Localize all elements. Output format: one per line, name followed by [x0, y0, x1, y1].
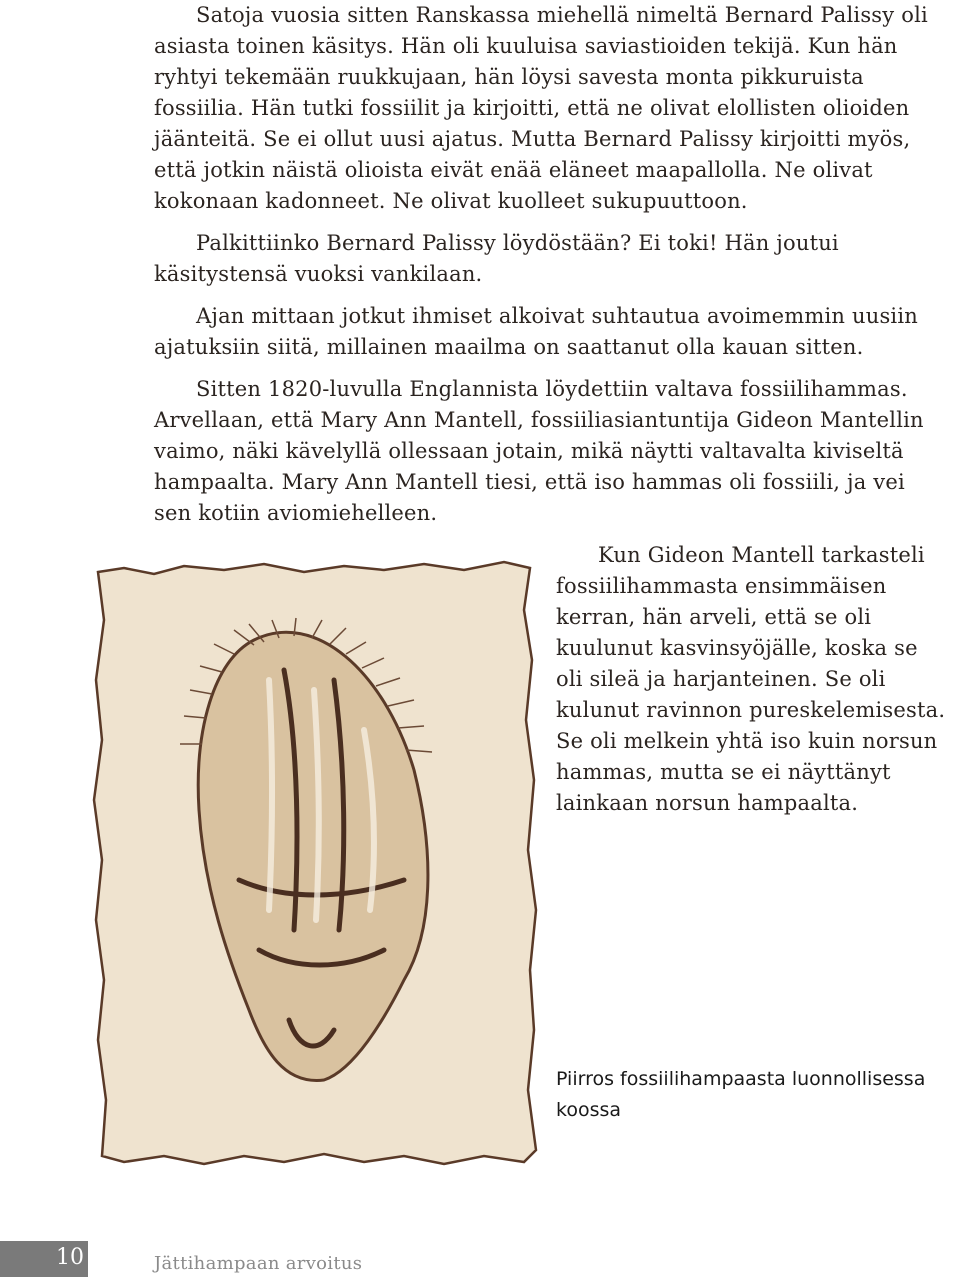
figure-caption: Piirros fossiilihampaasta luonnollisessa koossa: [556, 1068, 926, 1121]
paragraph-mantell: Sitten 1820-luvulla Englannista löydettiin valtava fossiilihammas. Arvellaan, että Mary Ann Mantell, fossiiliasiantuntija Gideon Mantellin vaimo, näki kävelyllä ollessaan jotain, mikä näytti valtavalta kiviseltä hampaalta. Mary Ann Mantell tiesi, että iso hammas oli fossiili, ja vei sen kotiin aviomiehelleen.: [154, 377, 924, 525]
paragraph-new-ideas: Ajan mittaan jotkut ihmiset alkoivat suhtautua avoimemmin uusiin ajatuksiin siitä, millainen maailma on saattanut olla kauan sitten.: [154, 304, 918, 359]
paragraph-gideon: Kun Gideon Mantell tarkasteli fossiilihammasta ensimmäisen kerran, hän arveli, että se oli kuulunut kasvinsyöjälle, koska se oli sileä ja harjanteinen. Se oli kulunut ravinnon pureskelemisesta. Se oli melkein yhtä iso kuin norsun hammas, mutta se ei näyttänyt lainkaan norsun hampaalta.: [556, 543, 946, 815]
fossil-tooth-drawing: [84, 550, 544, 1180]
paragraph-prison: Palkittiinko Bernard Palissy löydöstään? Ei toki! Hän joutui käsitystensä vuoksi vankilaan.: [154, 231, 839, 286]
paragraph-palissy: Satoja vuosia sitten Ranskassa miehellä nimeltä Bernard Palissy oli asiasta toinen käsitys. Hän oli kuuluisa saviastioiden tekijä. Kun hän ryhtyi tekemään ruukkujaan, hän löysi savesta monta pikkuruista fossiilia. Hän tutki fossiilit ja kirjoitti, että ne olivat elollisten olioiden jäänteitä. Se ei ollut uusi ajatus. Mutta Bernard Palissy kirjoitti myös, että jotkin näistä olioista eivät enää eläneet maapallolla. Ne olivat kokonaan kadonneet. Ne olivat kuolleet sukupuuttoon.: [154, 3, 928, 213]
page-number: 10: [56, 1245, 84, 1270]
running-title: Jättihampaan arvoitus: [154, 1253, 363, 1274]
side-text: [556, 540, 946, 819]
main-text: [154, 0, 944, 540]
fossil-tooth-illustration: [84, 550, 544, 1180]
